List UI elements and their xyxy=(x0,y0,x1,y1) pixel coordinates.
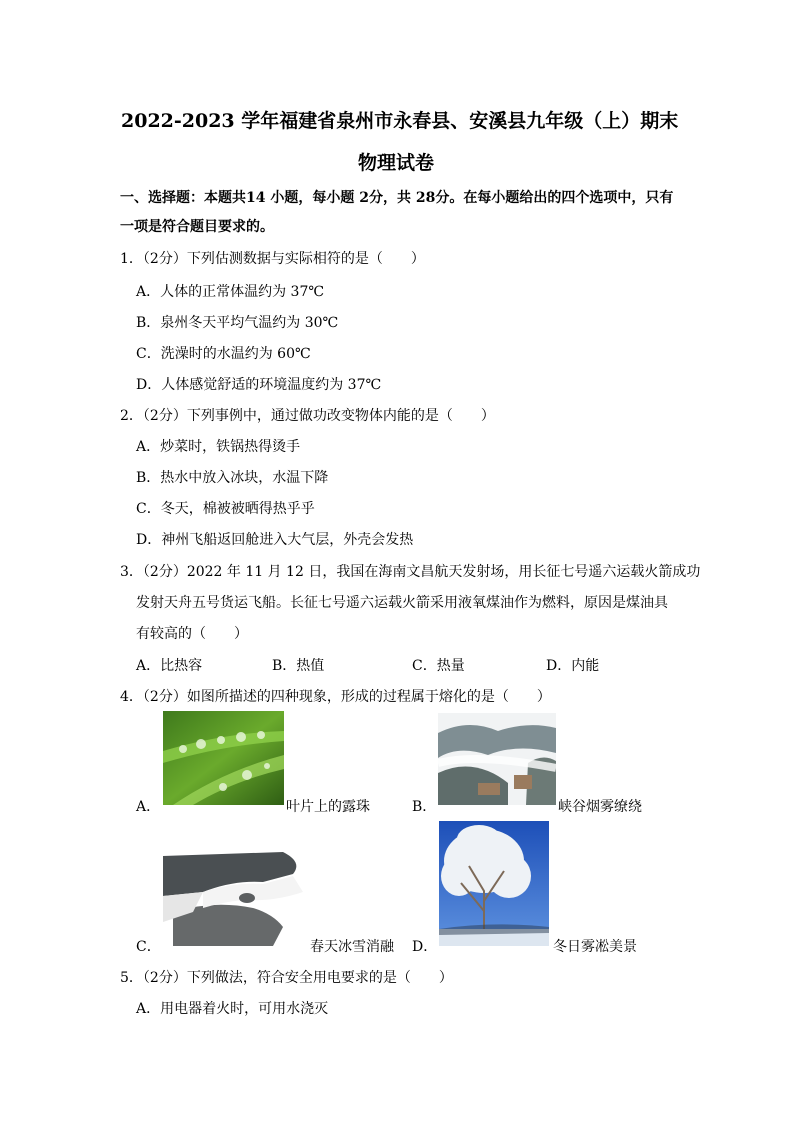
question-3-stem-line3: 有较高的（ ） xyxy=(136,626,248,642)
tree-illustration xyxy=(439,821,549,946)
question-2-option-a: A．炒菜时，铁锅热得烫手 xyxy=(136,439,301,455)
question-2-option-b: B．热水中放入冰块，水温下降 xyxy=(136,470,329,486)
question-4-option-a-caption: 叶片上的露珠 xyxy=(286,799,370,815)
question-4-option-b-label: B． xyxy=(412,799,437,815)
rime-tree-image xyxy=(439,821,549,946)
melting-snow-image xyxy=(163,852,308,946)
question-5-stem: 5．（2分）下列做法，符合安全用电要求的是（ ） xyxy=(120,970,453,986)
question-1-option-c: C．洗澡时的水温约为 60℃ xyxy=(136,346,311,362)
question-4-stem: 4．（2分）如图所描述的四种现象，形成的过程属于熔化的是（ ） xyxy=(120,689,551,705)
question-2-option-c: C．冬天，棉被被晒得热乎乎 xyxy=(136,501,315,517)
question-3-stem-line2: 发射天舟五号货运飞船。长征七号遥六运载火箭采用液氧煤油作为燃料，原因是煤油具 xyxy=(136,595,668,611)
question-1-stem: 1．（2分）下列估测数据与实际相符的是（ ） xyxy=(120,251,425,267)
question-3-option-b: B．热值 xyxy=(272,658,325,674)
page-title: 2022-2023 学年福建省泉州市永春县、安溪县九年级（上）期末 xyxy=(121,110,679,132)
question-4-option-c-label: C． xyxy=(136,939,161,955)
question-4-option-d-caption: 冬日雾凇美景 xyxy=(553,939,637,955)
section-heading: 一、选择题：本题共14 小题，每小题 2分，共 28分。在每小题给出的四个选项中，只有 xyxy=(120,190,674,206)
question-4-option-d-label: D． xyxy=(412,939,438,955)
question-1-option-d: D．人体感觉舒适的环境温度约为 37℃ xyxy=(136,377,382,393)
valley-mist-image xyxy=(438,713,556,805)
mist-illustration xyxy=(438,713,556,805)
question-1-option-a: A．人体的正常体温约为 37℃ xyxy=(136,284,325,300)
dew-on-leaf-image xyxy=(163,711,284,805)
question-3-option-c: C．热量 xyxy=(412,658,465,674)
section-heading-cont: 一项是符合题目要求的。 xyxy=(120,219,274,235)
page-subtitle: 物理试卷 xyxy=(358,152,435,174)
question-3-stem-line1: 3．（2分）2022 年 11 月 12 日，我国在海南文昌航天发射场，用长征七号遥六运载火箭成功 xyxy=(120,564,701,580)
snow-illustration xyxy=(163,852,308,946)
question-2-stem: 2．（2分）下列事例中，通过做功改变物体内能的是（ ） xyxy=(120,408,495,424)
question-3-option-d: D．内能 xyxy=(546,658,600,674)
question-4-option-b-caption: 峡谷烟雾缭绕 xyxy=(558,799,642,815)
question-4-option-c-caption: 春天冰雪消融 xyxy=(310,939,394,955)
leaf-illustration xyxy=(163,711,284,805)
question-2-option-d: D．神州飞船返回舱进入大气层，外壳会发热 xyxy=(136,532,414,548)
question-1-option-b: B．泉州冬天平均气温约为 30℃ xyxy=(136,315,339,331)
question-5-option-a: A．用电器着火时，可用水浇灭 xyxy=(136,1001,329,1017)
question-3-option-a: A．比热容 xyxy=(136,658,203,674)
question-4-option-a-label: A． xyxy=(136,799,161,815)
